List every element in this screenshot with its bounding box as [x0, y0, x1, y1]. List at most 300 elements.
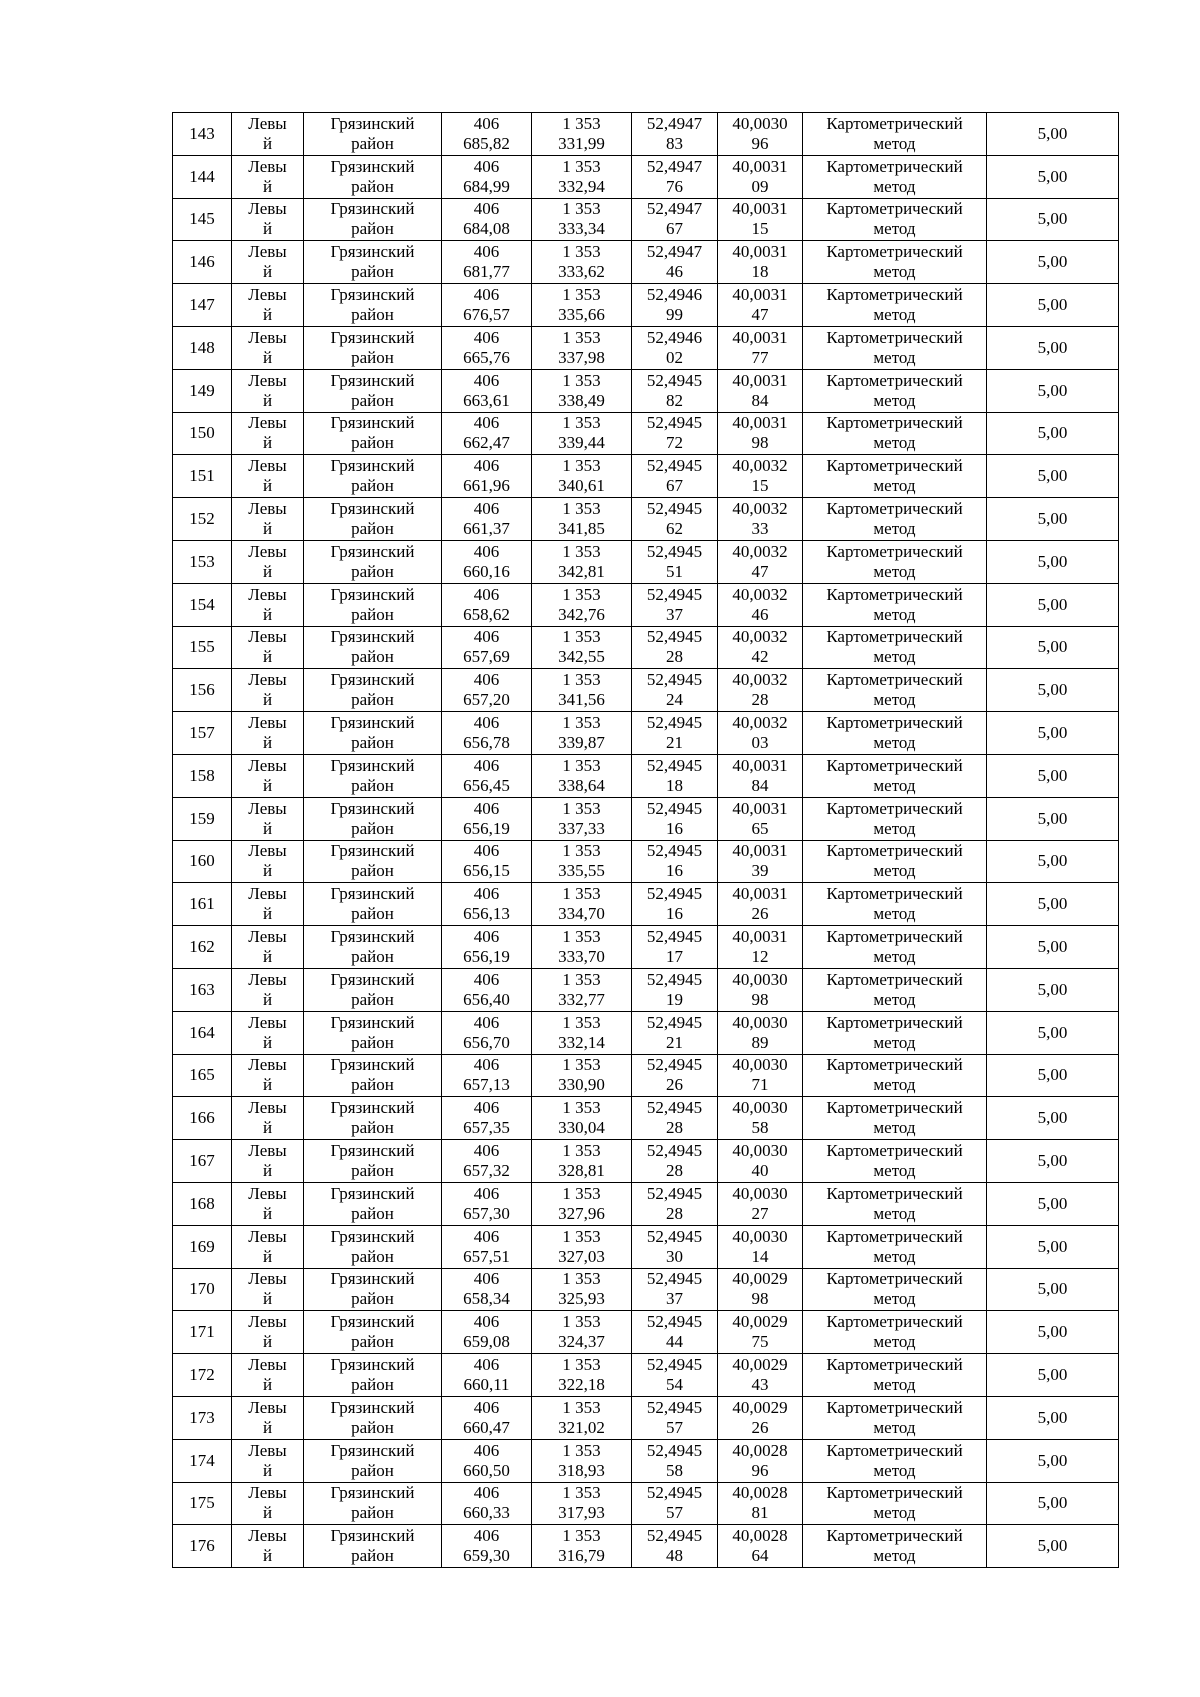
- latitude-cell: [632, 455, 718, 498]
- bank-side-cell: [232, 113, 304, 156]
- point-number-cell: 172: [173, 1354, 232, 1397]
- coordinates-table: [172, 112, 1119, 1568]
- method-cell: [803, 840, 987, 883]
- bank-side-cell: [232, 1054, 304, 1097]
- x-coordinate-line: 406: [473, 1483, 500, 1503]
- y-coordinate-line: 1 353: [562, 1183, 601, 1203]
- table-row: [173, 498, 1119, 541]
- district-line: Грязинский: [330, 1483, 415, 1503]
- method-line: метод: [873, 347, 916, 367]
- latitude-line: 30: [666, 1246, 683, 1266]
- table-row: [173, 1182, 1119, 1225]
- bank-side-cell: [232, 1354, 304, 1397]
- x-coordinate-line: 658,62: [463, 604, 510, 624]
- district-cell: [304, 968, 442, 1011]
- longitude-line: 15: [751, 219, 769, 239]
- district-cell: [304, 926, 442, 969]
- bank-side-line: Левы: [248, 1312, 287, 1332]
- bank-side-line: Левы: [248, 1440, 287, 1460]
- y-coordinate-cell: [532, 1354, 632, 1397]
- district-line: Грязинский: [330, 1141, 415, 1161]
- district-line: район: [351, 1332, 394, 1352]
- x-coordinate-line: 406: [473, 969, 500, 989]
- method-line: Картометрический: [826, 1355, 963, 1374]
- y-coordinate-line: 332,14: [558, 1032, 605, 1052]
- x-coordinate-cell: [442, 669, 532, 712]
- latitude-cell: [632, 1011, 718, 1054]
- point-number-cell: 170: [173, 1268, 232, 1311]
- district-cell: [304, 1354, 442, 1397]
- x-coordinate-line: 657,35: [463, 1118, 510, 1138]
- district-line: Грязинский: [330, 969, 415, 989]
- method-line: метод: [873, 861, 916, 881]
- district-line: Грязинский: [330, 1312, 415, 1332]
- table-row: [173, 1525, 1119, 1568]
- longitude-line: 46: [751, 604, 769, 624]
- longitude-line: 43: [751, 1375, 769, 1394]
- longitude-line: 40,0031: [732, 370, 788, 390]
- point-number-cell: 164: [173, 1011, 232, 1054]
- longitude-line: 12: [751, 947, 769, 967]
- x-coordinate-line: 406: [473, 1055, 500, 1075]
- bank-side-line: Левы: [248, 1397, 287, 1417]
- latitude-cell: [632, 797, 718, 840]
- accuracy-cell: 5,00: [987, 1054, 1119, 1097]
- table-row: [173, 840, 1119, 883]
- longitude-line: 40: [751, 1161, 769, 1181]
- longitude-line: 96: [751, 1460, 769, 1480]
- method-line: Картометрический: [826, 1312, 963, 1332]
- longitude-line: 75: [751, 1332, 769, 1352]
- method-line: метод: [873, 176, 916, 196]
- bank-side-line: й: [262, 1246, 273, 1266]
- longitude-line: 40,0031: [732, 327, 788, 347]
- longitude-cell: [718, 583, 803, 626]
- longitude-cell: [718, 1268, 803, 1311]
- latitude-cell: [632, 1268, 718, 1311]
- longitude-line: 40,0030: [732, 1183, 788, 1203]
- latitude-cell: [632, 1396, 718, 1439]
- point-number-cell: 159: [173, 797, 232, 840]
- table-row: [173, 1354, 1119, 1397]
- x-coordinate-line: 661,96: [463, 476, 510, 496]
- bank-side-line: Левы: [248, 541, 287, 561]
- y-coordinate-line: 1 353: [562, 1226, 601, 1246]
- point-number-cell: 160: [173, 840, 232, 883]
- y-coordinate-line: 1 353: [562, 798, 601, 818]
- bank-side-cell: [232, 754, 304, 797]
- bank-side-line: Левы: [248, 456, 287, 476]
- y-coordinate-line: 321,02: [558, 1417, 605, 1437]
- point-number-cell: 148: [173, 326, 232, 369]
- bank-side-cell: [232, 840, 304, 883]
- method-line: метод: [873, 947, 916, 967]
- longitude-cell: [718, 883, 803, 926]
- method-line: метод: [873, 1546, 916, 1566]
- bank-side-line: Левы: [248, 969, 287, 989]
- district-line: Грязинский: [330, 113, 415, 133]
- y-coordinate-cell: [532, 1097, 632, 1140]
- accuracy-cell: 5,00: [987, 1140, 1119, 1183]
- district-line: Грязинский: [330, 370, 415, 390]
- bank-side-line: й: [262, 604, 273, 624]
- bank-side-cell: [232, 498, 304, 541]
- district-line: район: [351, 904, 394, 924]
- y-coordinate-cell: [532, 113, 632, 156]
- bank-side-line: Левы: [248, 798, 287, 818]
- bank-side-cell: [232, 1482, 304, 1525]
- district-cell: [304, 1311, 442, 1354]
- y-coordinate-line: 335,55: [558, 861, 605, 881]
- longitude-cell: [718, 113, 803, 156]
- method-line: метод: [873, 219, 916, 239]
- district-cell: [304, 1268, 442, 1311]
- latitude-line: 57: [666, 1503, 683, 1523]
- method-cell: [803, 926, 987, 969]
- method-cell: [803, 113, 987, 156]
- bank-side-cell: [232, 968, 304, 1011]
- y-coordinate-cell: [532, 669, 632, 712]
- point-number-cell: 163: [173, 968, 232, 1011]
- y-coordinate-line: 1 353: [562, 670, 601, 690]
- latitude-line: 28: [666, 1161, 683, 1181]
- x-coordinate-line: 659,08: [463, 1332, 510, 1352]
- x-coordinate-line: 406: [473, 1355, 500, 1374]
- district-line: Грязинский: [330, 1012, 415, 1032]
- method-line: Картометрический: [826, 798, 963, 818]
- x-coordinate-line: 406: [473, 841, 500, 861]
- y-coordinate-line: 327,96: [558, 1203, 605, 1223]
- latitude-line: 52,4945: [646, 1183, 703, 1203]
- longitude-line: 40,0028: [732, 1526, 788, 1546]
- latitude-line: 46: [666, 262, 683, 282]
- x-coordinate-line: 406: [473, 1269, 500, 1289]
- district-line: район: [351, 219, 394, 239]
- bank-side-cell: [232, 1225, 304, 1268]
- x-coordinate-cell: [442, 1054, 532, 1097]
- point-number-cell: 153: [173, 540, 232, 583]
- table-row: [173, 1311, 1119, 1354]
- latitude-line: 82: [666, 390, 683, 410]
- x-coordinate-line: 406: [473, 1141, 500, 1161]
- accuracy-cell: 5,00: [987, 455, 1119, 498]
- latitude-cell: [632, 113, 718, 156]
- method-line: метод: [873, 989, 916, 1009]
- latitude-cell: [632, 1354, 718, 1397]
- bank-side-line: Левы: [248, 1141, 287, 1161]
- accuracy-cell: 5,00: [987, 1482, 1119, 1525]
- x-coordinate-line: 663,61: [463, 390, 510, 410]
- latitude-line: 51: [666, 561, 683, 581]
- latitude-line: 67: [666, 219, 683, 239]
- x-coordinate-line: 406: [473, 713, 500, 733]
- bank-side-cell: [232, 626, 304, 669]
- method-line: метод: [873, 1375, 916, 1394]
- bank-side-line: й: [262, 561, 273, 581]
- y-coordinate-line: 330,04: [558, 1118, 605, 1138]
- latitude-line: 37: [666, 604, 683, 624]
- accuracy-cell: 5,00: [987, 498, 1119, 541]
- district-line: Грязинский: [330, 285, 415, 305]
- method-line: метод: [873, 133, 916, 153]
- y-coordinate-cell: [532, 1482, 632, 1525]
- bank-side-cell: [232, 1268, 304, 1311]
- district-line: район: [351, 1546, 394, 1566]
- y-coordinate-line: 322,18: [558, 1375, 605, 1394]
- point-number-cell: 166: [173, 1097, 232, 1140]
- bank-side-line: Левы: [248, 927, 287, 947]
- longitude-cell: [718, 1182, 803, 1225]
- point-number-cell: 175: [173, 1482, 232, 1525]
- longitude-cell: [718, 754, 803, 797]
- longitude-line: 40,0032: [732, 456, 788, 476]
- method-line: метод: [873, 1161, 916, 1181]
- y-coordinate-line: 342,81: [558, 561, 605, 581]
- latitude-line: 28: [666, 647, 683, 667]
- latitude-line: 52,4945: [646, 927, 703, 947]
- y-coordinate-line: 333,34: [558, 219, 605, 239]
- method-cell: [803, 1482, 987, 1525]
- district-line: район: [351, 733, 394, 753]
- method-line: метод: [873, 1075, 916, 1095]
- accuracy-cell: 5,00: [987, 1097, 1119, 1140]
- x-coordinate-cell: [442, 712, 532, 755]
- bank-side-line: й: [262, 1118, 273, 1138]
- point-number-cell: 149: [173, 369, 232, 412]
- bank-side-line: Левы: [248, 242, 287, 262]
- bank-side-cell: [232, 198, 304, 241]
- longitude-line: 98: [751, 989, 769, 1009]
- latitude-cell: [632, 840, 718, 883]
- latitude-cell: [632, 155, 718, 198]
- x-coordinate-line: 660,50: [463, 1460, 510, 1480]
- bank-side-line: й: [262, 433, 273, 453]
- district-line: Грязинский: [330, 499, 415, 519]
- x-coordinate-line: 662,47: [463, 433, 510, 453]
- method-line: Картометрический: [826, 156, 963, 176]
- bank-side-line: й: [262, 262, 273, 282]
- latitude-line: 52,4945: [646, 1226, 703, 1246]
- method-line: Картометрический: [826, 841, 963, 861]
- longitude-line: 40,0031: [732, 199, 788, 219]
- district-cell: [304, 1140, 442, 1183]
- latitude-line: 57: [666, 1417, 683, 1437]
- accuracy-cell: 5,00: [987, 1011, 1119, 1054]
- bank-side-cell: [232, 1011, 304, 1054]
- y-coordinate-line: 337,98: [558, 347, 605, 367]
- method-line: Картометрический: [826, 1098, 963, 1118]
- longitude-line: 40,0032: [732, 627, 788, 647]
- method-cell: [803, 1311, 987, 1354]
- table-row: [173, 241, 1119, 284]
- district-line: район: [351, 305, 394, 325]
- y-coordinate-line: 1 353: [562, 1098, 601, 1118]
- method-line: метод: [873, 818, 916, 838]
- point-number-cell: 169: [173, 1225, 232, 1268]
- point-number-cell: 154: [173, 583, 232, 626]
- latitude-line: 52,4947: [646, 156, 703, 176]
- x-coordinate-line: 660,11: [463, 1375, 510, 1394]
- longitude-cell: [718, 540, 803, 583]
- point-number-cell: 161: [173, 883, 232, 926]
- y-coordinate-line: 1 353: [562, 1483, 601, 1503]
- method-cell: [803, 797, 987, 840]
- latitude-line: 52,4945: [646, 456, 703, 476]
- district-line: Грязинский: [330, 841, 415, 861]
- x-coordinate-cell: [442, 498, 532, 541]
- latitude-line: 52,4945: [646, 1440, 703, 1460]
- x-coordinate-cell: [442, 1439, 532, 1482]
- longitude-line: 40,0032: [732, 541, 788, 561]
- latitude-line: 24: [666, 690, 683, 710]
- longitude-cell: [718, 1140, 803, 1183]
- x-coordinate-line: 406: [473, 113, 500, 133]
- y-coordinate-cell: [532, 1439, 632, 1482]
- x-coordinate-line: 406: [473, 1098, 500, 1118]
- accuracy-cell: 5,00: [987, 369, 1119, 412]
- y-coordinate-line: 1 353: [562, 1055, 601, 1075]
- x-coordinate-cell: [442, 1140, 532, 1183]
- bank-side-line: й: [262, 1032, 273, 1052]
- method-line: Картометрический: [826, 627, 963, 647]
- bank-side-cell: [232, 583, 304, 626]
- table-row: [173, 1011, 1119, 1054]
- latitude-cell: [632, 284, 718, 327]
- latitude-line: 72: [666, 433, 683, 453]
- method-cell: [803, 455, 987, 498]
- latitude-line: 52,4945: [646, 1526, 703, 1546]
- method-cell: [803, 155, 987, 198]
- longitude-line: 98: [751, 1289, 769, 1309]
- method-cell: [803, 369, 987, 412]
- longitude-cell: [718, 626, 803, 669]
- latitude-cell: [632, 626, 718, 669]
- table-row: [173, 669, 1119, 712]
- longitude-cell: [718, 926, 803, 969]
- point-number-cell: 156: [173, 669, 232, 712]
- method-cell: [803, 412, 987, 455]
- district-line: район: [351, 561, 394, 581]
- method-cell: [803, 540, 987, 583]
- y-coordinate-line: 1 353: [562, 1355, 601, 1374]
- bank-side-cell: [232, 326, 304, 369]
- table-body: [173, 113, 1119, 1568]
- longitude-cell: [718, 1354, 803, 1397]
- method-line: Картометрический: [826, 370, 963, 390]
- method-line: метод: [873, 604, 916, 624]
- bank-side-line: Левы: [248, 584, 287, 604]
- bank-side-line: Левы: [248, 1483, 287, 1503]
- district-line: Грязинский: [330, 627, 415, 647]
- accuracy-cell: 5,00: [987, 669, 1119, 712]
- bank-side-cell: [232, 1439, 304, 1482]
- x-coordinate-cell: [442, 113, 532, 156]
- method-line: Картометрический: [826, 285, 963, 305]
- district-cell: [304, 1182, 442, 1225]
- x-coordinate-cell: [442, 797, 532, 840]
- point-number-cell: 145: [173, 198, 232, 241]
- method-line: метод: [873, 1289, 916, 1309]
- longitude-line: 40,0031: [732, 413, 788, 433]
- method-line: метод: [873, 305, 916, 325]
- district-line: район: [351, 1118, 394, 1138]
- latitude-cell: [632, 326, 718, 369]
- bank-side-line: Левы: [248, 670, 287, 690]
- method-line: метод: [873, 1118, 916, 1138]
- y-coordinate-line: 339,87: [558, 733, 605, 753]
- bank-side-cell: [232, 797, 304, 840]
- bank-side-line: Левы: [248, 285, 287, 305]
- y-coordinate-line: 341,85: [558, 519, 605, 539]
- longitude-line: 40,0031: [732, 798, 788, 818]
- accuracy-cell: 5,00: [987, 113, 1119, 156]
- y-coordinate-cell: [532, 412, 632, 455]
- latitude-line: 52,4945: [646, 541, 703, 561]
- latitude-line: 37: [666, 1289, 683, 1309]
- district-cell: [304, 754, 442, 797]
- x-coordinate-line: 406: [473, 327, 500, 347]
- y-coordinate-cell: [532, 198, 632, 241]
- district-line: район: [351, 604, 394, 624]
- bank-side-line: й: [262, 133, 273, 153]
- latitude-line: 52,4945: [646, 1397, 703, 1417]
- method-line: Картометрический: [826, 969, 963, 989]
- method-line: Картометрический: [826, 541, 963, 561]
- bank-side-line: Левы: [248, 499, 287, 519]
- district-line: Грязинский: [330, 884, 415, 904]
- bank-side-line: Левы: [248, 755, 287, 775]
- method-line: Картометрический: [826, 113, 963, 133]
- district-cell: [304, 712, 442, 755]
- bank-side-line: й: [262, 1503, 273, 1523]
- x-coordinate-line: 656,15: [463, 861, 510, 881]
- bank-side-line: Левы: [248, 627, 287, 647]
- latitude-cell: [632, 1439, 718, 1482]
- bank-side-cell: [232, 883, 304, 926]
- method-line: метод: [873, 647, 916, 667]
- bank-side-line: Левы: [248, 884, 287, 904]
- latitude-cell: [632, 540, 718, 583]
- x-coordinate-cell: [442, 155, 532, 198]
- latitude-line: 52,4945: [646, 1141, 703, 1161]
- district-line: Грязинский: [330, 1397, 415, 1417]
- y-coordinate-cell: [532, 626, 632, 669]
- x-coordinate-line: 657,51: [463, 1246, 510, 1266]
- table-row: [173, 926, 1119, 969]
- method-cell: [803, 1011, 987, 1054]
- latitude-line: 16: [666, 904, 683, 924]
- bank-side-line: Левы: [248, 1055, 287, 1075]
- method-line: метод: [873, 1503, 916, 1523]
- longitude-line: 47: [751, 305, 769, 325]
- y-coordinate-cell: [532, 455, 632, 498]
- bank-side-line: й: [262, 647, 273, 667]
- bank-side-cell: [232, 455, 304, 498]
- method-line: метод: [873, 1417, 916, 1437]
- table-row: [173, 1225, 1119, 1268]
- district-line: Грязинский: [330, 670, 415, 690]
- district-cell: [304, 1396, 442, 1439]
- accuracy-cell: 5,00: [987, 198, 1119, 241]
- table-row: [173, 1140, 1119, 1183]
- latitude-line: 52,4945: [646, 841, 703, 861]
- longitude-line: 40,0028: [732, 1483, 788, 1503]
- y-coordinate-cell: [532, 498, 632, 541]
- bank-side-line: Левы: [248, 1526, 287, 1546]
- x-coordinate-cell: [442, 241, 532, 284]
- longitude-cell: [718, 369, 803, 412]
- accuracy-cell: 5,00: [987, 540, 1119, 583]
